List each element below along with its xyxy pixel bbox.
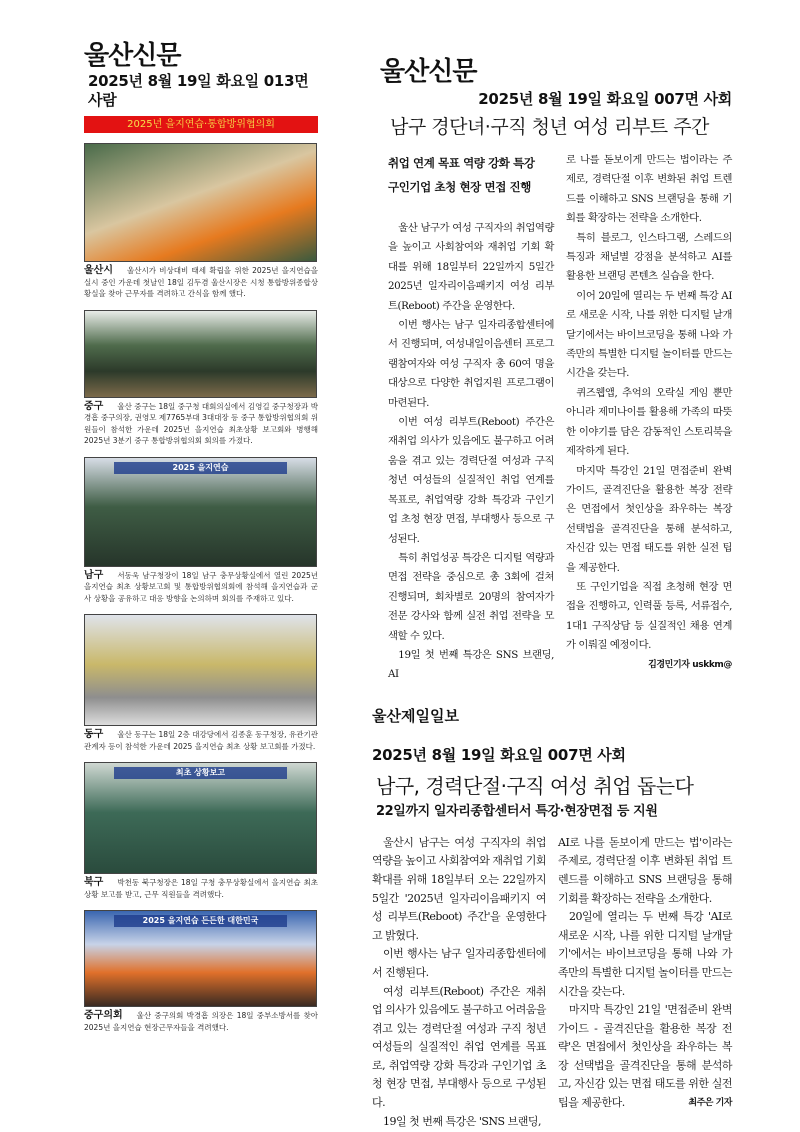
caption-region: 북구 — [84, 877, 104, 888]
news-photo — [84, 457, 317, 567]
paragraph: 울산시 남구는 여성 구직자의 취업역량을 높이고 사회참여와 재취업 기회 확대를 위해 18일부터 오는 22일까지 5일간 '2025년 일자리이음패키지 여성 리부트(Reboot) 주간'을 운영한다고 밝혔다. — [372, 835, 547, 942]
photo-caption — [84, 401, 318, 447]
photo-banner-text: 2025 을지연습 — [114, 462, 287, 474]
news-photo — [84, 762, 317, 874]
article-column — [566, 151, 732, 675]
photo-list — [84, 143, 318, 1033]
photo-banner-text: 최초 상황보고 — [114, 767, 287, 779]
paragraph: 이어 20일에 열리는 두 번째 특강 AI로 새로운 시작, 나를 위한 디지털 날개달기에서는 바이브코딩을 통해 나와 가족만의 특별한 디지털 놀이터를 만드는 시간을 갖는다. — [566, 289, 732, 380]
caption-region: 울산시 — [84, 265, 113, 276]
headline: 남구 경단녀·구직 청년 여성 리부트 주간 — [390, 116, 709, 138]
photo-banner-text: 2025 을지연습 든든한 대한민국 — [114, 915, 287, 927]
paragraph: 19일 첫 번째 특강은 SNS 브랜딩, AI — [388, 648, 554, 681]
caption-region: 중구 — [84, 400, 104, 412]
paragraph: 또 구인기업을 직접 초청해 현장 면접을 진행하고, 인력풀 등록, 서류접수, 1대1 구직상담 등 실질적인 채용 연계가 이뤄질 예정이다. 김경민기자 uskkm@ — [566, 578, 732, 656]
dateline: 2025년 8월 19일 화요일 013면 사람 — [88, 72, 309, 109]
subhead: 구인기업 초청 현장 면접 진행 — [388, 180, 531, 194]
subheads — [388, 151, 554, 199]
photo-caption — [84, 570, 318, 605]
photo-caption — [84, 877, 318, 900]
paragraph: 여성 리부트(Reboot) 주간은 재취업 의사가 있음에도 불구하고 어려움을 겪고 있는 경력단절 여성과 구직 청년 여성들의 실질적인 취업 연계를 목표로, 취업역량 강화 특강과 구인기업 초청 현장 면접, 부대행사 등으로 구성된다. — [372, 984, 547, 1110]
article-column — [558, 834, 732, 1113]
article-column — [372, 834, 546, 1132]
subhead: 취업 연계 목표 역량 강화 특강 — [388, 156, 535, 170]
news-photo — [84, 614, 317, 726]
caption-text: 울산 중구의회 박경흠 의장은 18일 중부소방서를 찾아 2025년 을지연습 현장근무자들을 격려했다. — [84, 1011, 318, 1032]
byline: 최주은 기자 — [688, 1098, 732, 1109]
byline: 김경민기자 uskkm@ — [648, 659, 732, 670]
article-column — [388, 219, 554, 685]
dateline: 2025년 8월 19일 화요일 007면 사회 — [478, 90, 732, 108]
paragraph: 20일에 열리는 두 번째 특강 'AI로 새로운 시작, 나를 위한 디지털 날개달기'에서는 바이브코딩을 통해 나와 가족만의 특별한 디지털 놀이터를 만드는 시간을 갖는다. — [558, 910, 733, 998]
paragraph: AI로 나를 돋보이게 만드는 법'이라는 주제로, 경력단절 이후 변화된 취업 트렌드를 이해하고 SNS 브랜딩을 통해 기회를 확장하는 전략을 소개한다. — [558, 835, 732, 905]
paragraph: 특히 블로그, 인스타그램, 스레드의 특징과 채널별 강점을 분석하고 AI를 활용한 브랜딩 콘텐츠 실습을 한다. — [566, 231, 732, 283]
photo-caption — [84, 1010, 318, 1033]
section-banner: 2025년 을지연습·통합방위협의회 — [84, 116, 318, 133]
news-photo — [84, 143, 317, 262]
paragraph: 이번 행사는 남구 일자리종합센터에서 진행된다. — [372, 947, 546, 979]
caption-text: 박천동 북구청장은 18일 구청 충무상황실에서 을지연습 최초 상황 보고를 받고, 근무 직원들을 격려했다. — [84, 878, 318, 899]
caption-region: 중구의회 — [84, 1010, 123, 1021]
caption-text: 서동욱 남구청장이 18일 남구 충무상황실에서 열린 2025년 을지연습 최초 상황보고회 및 통합방위협의회에 참석해 을지연습과 군사 상황을 공유하고 대응 방향을 논의하며 회의를 주재하고 있다. — [84, 570, 318, 603]
paragraph: 19일 첫 번째 특강은 'SNS 브랜딩, — [383, 1114, 541, 1128]
caption-text: 울산 중구는 18일 중구청 대회의실에서 김영길 중구청장과 박경흠 중구의장, 권영모 제7765부대 3대대장 등 중구 통합방위협의회 위원들이 참석한 가운데 2025년 을지연습 최초상황 보고회와 병행해 2025년 3분기 중구 통합방위협의회 회의를 가졌다. — [84, 401, 318, 445]
caption-text: 울산시가 비상대비 태세 확립을 위한 2025년 을지연습을 실시 중인 가운데 첫날인 18일 김두겸 울산시장은 시청 통합방위종합상황실을 찾아 근무자를 격려하고 간식을 함께 했다. — [84, 266, 318, 298]
article-1 — [372, 56, 732, 685]
paragraph: 이번 여성 리부트(Reboot) 주간은 재취업 의사가 있음에도 불구하고 어려움을 겪고 있는 경력단절 여성과 구직 청년 여성들의 실질적인 취업 연계를 목표로, 취업역량 강화 특강과 구인기업 초청 현장 면접, 부대행사 등으로 구성된다. — [388, 416, 554, 545]
photo-caption — [84, 265, 318, 300]
paper-name: 울산신문 — [84, 41, 181, 71]
dateline: 2025년 8월 19일 화요일 007면 사회 — [372, 745, 626, 764]
paragraph: 마지막 특강인 21일 면접준비 완벽 가이드, 골격진단을 활용한 복장 전략은 면접에서 첫인상을 좌우하는 복장 선택법을 골격진단을 통해 분석하고, 자신감 있는 면접 태도를 위한 실전 팁을 제공한다. — [566, 464, 732, 574]
paragraph: 울산 남구가 여성 구직자의 취업역량을 높이고 사회참여와 재취업 기회 확대를 위해 18일부터 22일까지 5일간 2025년 일자리이음패키지 여성 리부트(Reboot) 주간을 운영한다. — [388, 222, 554, 312]
caption-region: 동구 — [84, 729, 104, 740]
article-2 — [372, 707, 732, 1132]
right-clippings — [372, 56, 732, 1131]
paragraph: 마지막 특강인 21일 '면접준비 완벽 가이드 - 골격진단을 활용한 복장 전략'은 면접에서 첫인상을 좌우하는 복장 선택법을 골격진단을 통해 분석하고, 자신감 있는 면접 태도를 위한 실전 팁을 제공한다. 최주은 기자 — [558, 1001, 732, 1113]
news-photo — [84, 310, 317, 398]
paper-name: 울산제일일보 — [372, 706, 459, 725]
left-clipping — [84, 40, 318, 1043]
caption-text: 울산 동구는 18일 2층 대강당에서 김종훈 동구청장, 유관기관 관계자 등이 참석한 가운데 2025 을지연습 최초 상황 보고회를 가졌다. — [84, 730, 318, 751]
photo-caption — [84, 729, 318, 752]
paragraph: 로 나를 돋보이게 만드는 법이라는 주제로, 경력단절 이후 변화된 취업 트렌드를 이해하고 SNS 브랜딩을 통해 기회를 확장하는 전략을 소개한다. — [566, 154, 732, 225]
subhead: 22일까지 일자리종합센터서 특강·현장면접 등 지원 — [376, 803, 658, 819]
paragraph: 특히 취업성공 특강은 디지털 역량과 면접 전략을 중심으로 총 3회에 걸쳐 진행되며, 회차별로 20명의 참여자가 전문 강사와 함께 실전 취업 전략을 모색할 수 있다. — [388, 551, 554, 642]
caption-region: 남구 — [84, 569, 104, 581]
news-photo — [84, 910, 317, 1007]
paper-name: 울산신문 — [380, 57, 477, 87]
paragraph: 이번 행사는 남구 일자리종합센터에서 진행되며, 여성내일이음센터 프로그램참여자와 여성 구직자 총 60여 명을 대상으로 다양한 취업지원 프로그램이 마련된다. — [388, 319, 554, 409]
paragraph: 퀴즈웹앱, 추억의 오락실 게임 뿐만 아니라 제미나이를 활용해 가족의 따뜻한 이야기를 담은 감동적인 스토리북을 제작하게 된다. — [566, 386, 732, 458]
headline: 남구, 경력단절·구직 여성 취업 돕는다 — [376, 773, 694, 798]
